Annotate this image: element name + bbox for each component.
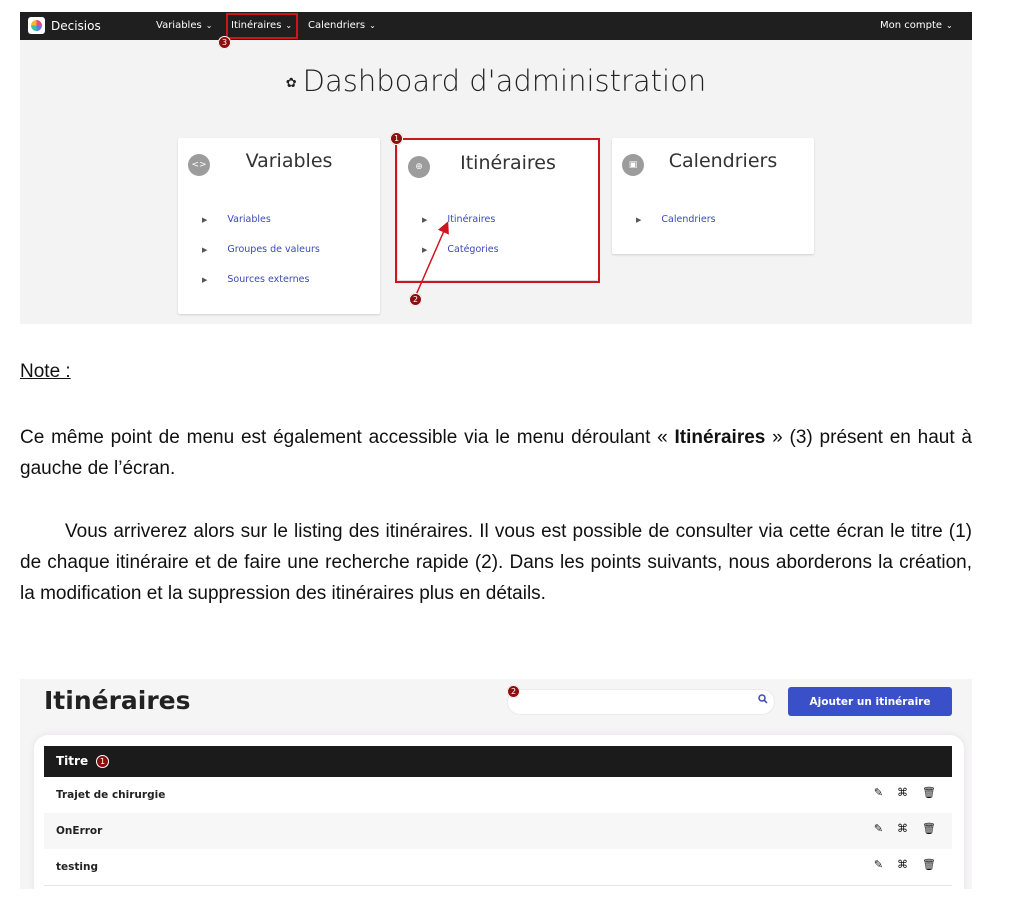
brand-name: Decisios — [51, 18, 101, 33]
caret-right-icon: ▶ — [202, 276, 208, 284]
column-header-titre[interactable]: Titre — [56, 754, 89, 768]
card-link-groupes[interactable]: ▶ Groupes de valeurs — [202, 244, 320, 255]
search-icon — [758, 694, 768, 707]
edit-icon[interactable]: ✎ — [873, 786, 884, 799]
bold-itineraires: Itinéraires — [674, 427, 766, 448]
caret-right-icon: ▶ — [202, 216, 208, 224]
row-title: Trajet de chirurgie — [56, 789, 166, 801]
table-row[interactable] — [44, 813, 952, 850]
table-row[interactable] — [44, 777, 952, 814]
nav-variables-label: Variables — [156, 20, 202, 31]
delete-icon[interactable]: 🗑 — [922, 858, 936, 871]
callout-badge-3: 3 — [218, 36, 231, 49]
nav-account-label: Mon compte — [880, 20, 943, 31]
callout-badge-1: 1 — [390, 132, 403, 145]
chevron-down-icon: ⌄ — [205, 21, 213, 30]
listing-screenshot — [20, 679, 972, 889]
caret-right-icon: ▶ — [202, 246, 208, 254]
chevron-down-icon: ⌄ — [946, 21, 953, 30]
paragraph-2: Vous arriverez alors sur le listing des itinéraires. Il vous est possible de consulter via cette écran le titre (1) de chaque itinéraire et de faire une recherche rapide (2). Dans les points suivants, nous aborderons la création, la modification et la suppression des itinéraires plus en détails. — [20, 521, 972, 604]
card-link-sources[interactable]: ▶ Sources externes — [202, 274, 310, 285]
note-heading: Note : — [20, 361, 71, 382]
card-title: Variables — [245, 150, 333, 172]
dashboard-screenshot — [20, 12, 972, 324]
caret-right-icon: ▶ — [422, 216, 428, 224]
add-itinerary-button[interactable]: Ajouter un itinéraire — [788, 687, 952, 716]
table-row[interactable] — [44, 849, 952, 886]
delete-icon[interactable]: 🗑 — [922, 822, 936, 835]
callout-badge-2: 2 — [507, 685, 520, 698]
flow-icon[interactable]: ⌘ — [897, 822, 909, 835]
page-title-text: Dashboard d'administration — [302, 64, 707, 98]
card-title: Calendriers — [668, 150, 778, 172]
calendar-icon: ▣ — [622, 154, 644, 176]
caret-right-icon: ▶ — [422, 246, 428, 254]
card-link-categories[interactable]: ▶ Catégories — [422, 244, 499, 255]
edit-icon[interactable]: ✎ — [873, 858, 884, 871]
gear-icon: ✿ — [285, 75, 297, 91]
callout-badge-1: 1 — [96, 755, 109, 768]
row-title: OnError — [56, 825, 103, 837]
table-header — [44, 746, 952, 777]
callout-arrow — [20, 12, 972, 324]
code-icon: <> — [188, 154, 210, 176]
chevron-down-icon: ⌄ — [369, 21, 376, 30]
delete-icon[interactable]: 🗑 — [922, 786, 936, 799]
itinerary-table — [34, 735, 964, 889]
card-link-calendriers[interactable]: ▶ Calendriers — [636, 214, 716, 225]
nav-calendriers-label: Calendriers — [308, 20, 366, 31]
caret-right-icon: ▶ — [636, 216, 642, 224]
paragraph-1: Ce même point de menu est également accessible via le menu déroulant « Itinéraires » (3) présent en haut à gauche de l’écran. — [20, 427, 973, 479]
flow-icon[interactable]: ⌘ — [897, 858, 909, 871]
nav-itineraires-label: Itinéraires — [231, 20, 282, 31]
flow-icon[interactable]: ⌘ — [897, 786, 909, 799]
row-title: testing — [56, 861, 98, 873]
edit-icon[interactable]: ✎ — [873, 822, 884, 835]
chevron-down-icon: ⌄ — [285, 21, 293, 30]
search-input[interactable] — [508, 690, 774, 714]
card-link-itineraires[interactable]: ▶ Itinéraires — [422, 214, 496, 225]
card-link-variables[interactable]: ▶ Variables — [202, 214, 271, 225]
listing-title: Itinéraires — [44, 686, 191, 715]
share-icon: ⊕ — [408, 156, 430, 178]
card-title: Itinéraires — [460, 152, 556, 174]
callout-badge-2: 2 — [409, 293, 422, 306]
